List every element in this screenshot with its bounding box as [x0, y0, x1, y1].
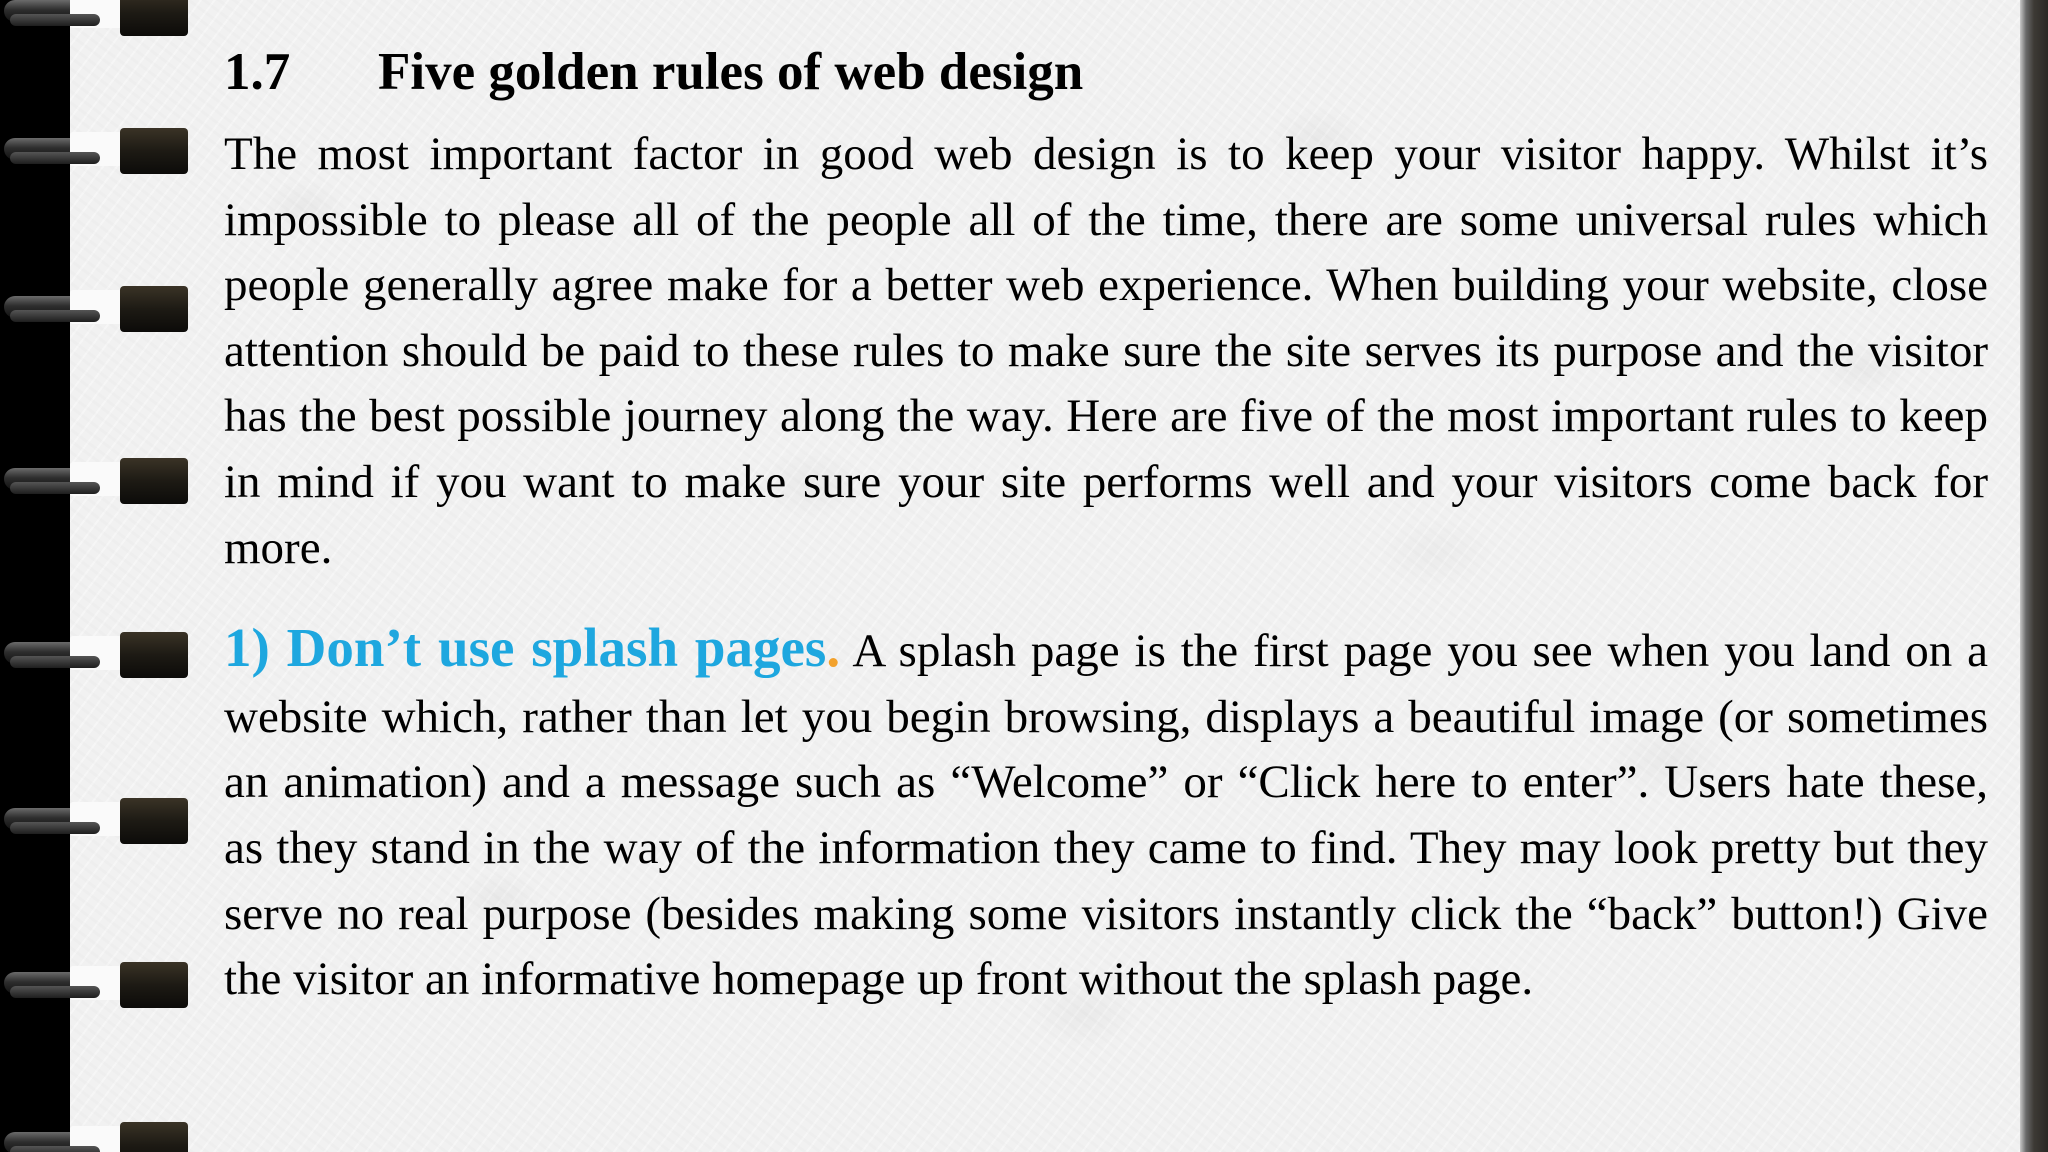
rule-title: 1) Don’t use splash pages: [224, 617, 827, 679]
rule-body: A splash page is the first page you see when you land on a website which, rather than let you begin browsing, displays a beautiful image (or sometimes an animation) and a message such as “Welcome” or “Click here to enter”. Users hate these, as they stand in the way of the information they came to find. They may look pretty but they serve no real purpose (besides making some visitors instantly click the “back” button!) Give the visitor an informative homepage up front without the splash page.: [224, 625, 1988, 1006]
section-heading: [224, 36, 1988, 108]
rule-title-dot: .: [826, 617, 841, 679]
binding-ring-icon: [0, 450, 190, 510]
rule-paragraph: [224, 615, 1988, 1013]
page-content: [224, 36, 1988, 1013]
page-edge: [2020, 0, 2048, 1152]
binding-ring-icon: [0, 790, 190, 850]
binding-ring-icon: [0, 278, 190, 338]
binding-ring-icon: [0, 0, 190, 42]
binding-ring-icon: [0, 954, 190, 1014]
binding-ring-icon: [0, 1114, 190, 1152]
binding-ring-icon: [0, 624, 190, 684]
binding-ring-icon: [0, 120, 190, 180]
section-number: 1.7: [224, 43, 291, 101]
section-title: Five golden rules of web design: [378, 43, 1084, 101]
intro-paragraph: The most important factor in good web design is to keep your visitor happy. Whilst it’s impossible to please all of the people all of the time, there are some universal rules which people generally agree make for a better web experience. When building your website, close attention should be paid to these rules to make sure the site serves its purpose and the visitor has the best possible journey along the way. Here are five of the most important rules to keep in mind if you want to make sure your site performs well and your visitors come back for more.: [224, 128, 1988, 574]
